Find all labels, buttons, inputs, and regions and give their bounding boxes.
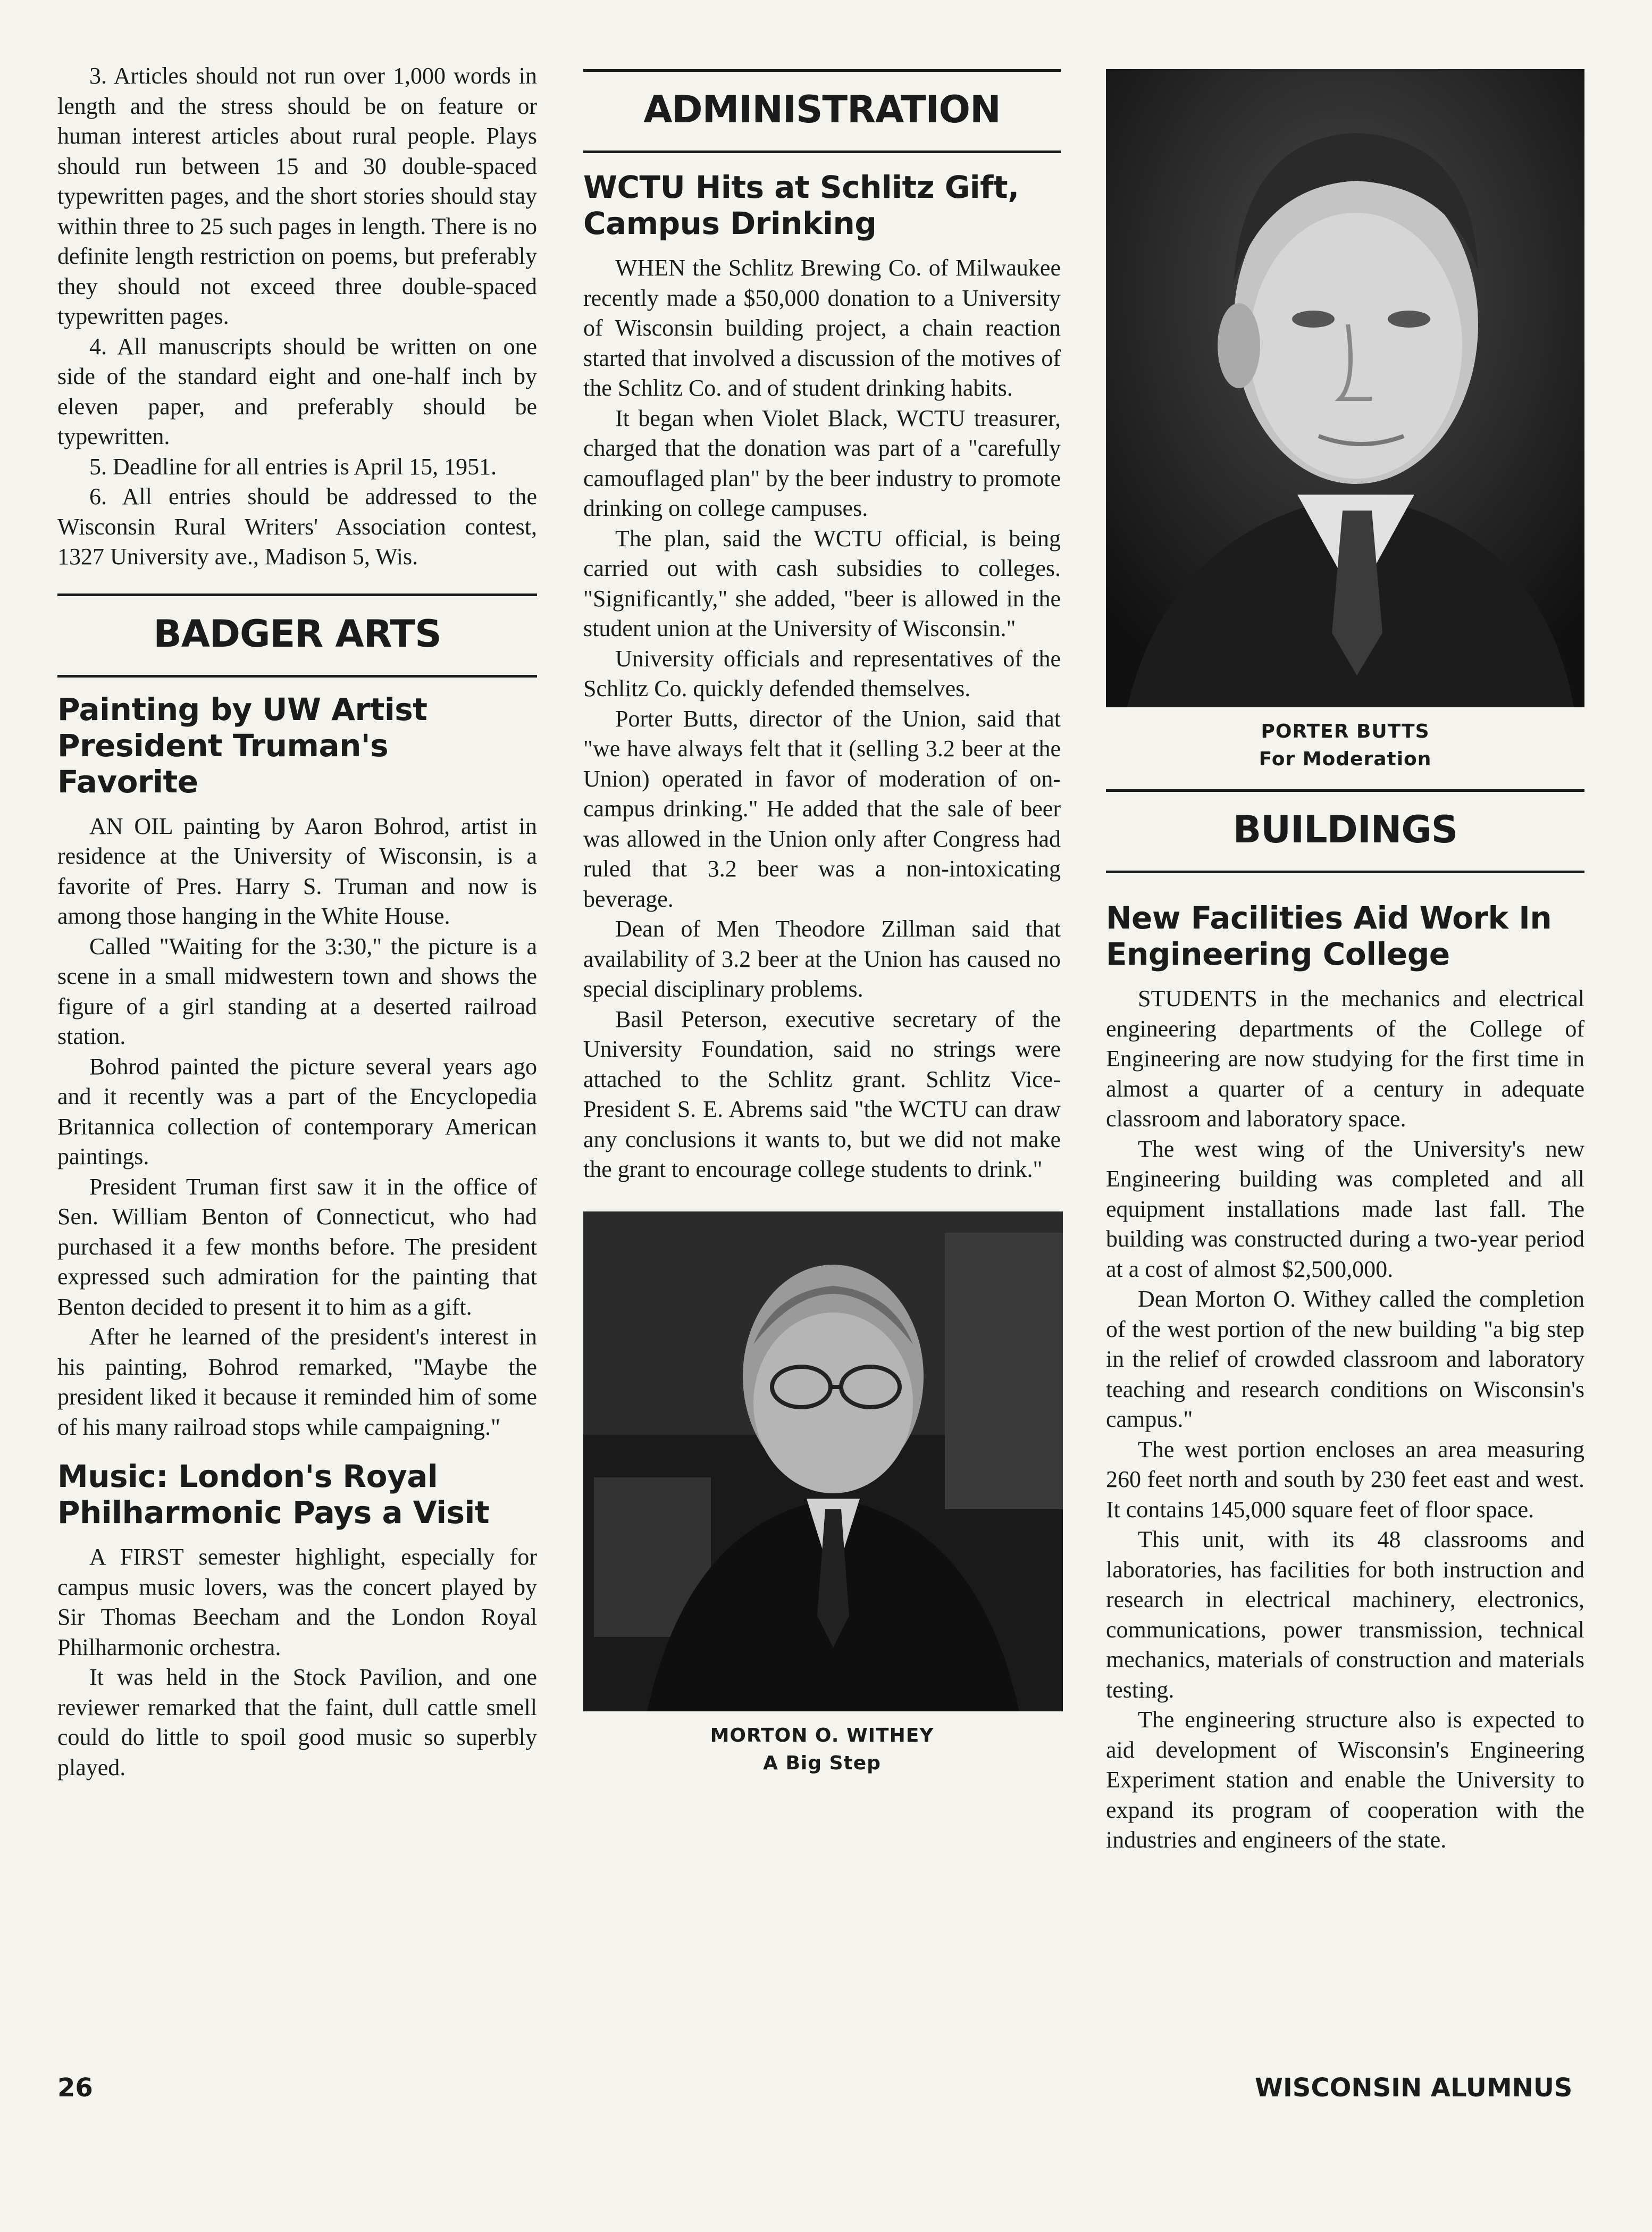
article-paragraph: A FIRST semester highlight, especially for campus music lovers, was the concert played by Sir Thomas Beecham and the London Royal Philharmonic orchestra.: [57, 1544, 537, 1660]
article-paragraph: University officials and representatives of the Schlitz Co. quickly defended themselves.: [583, 645, 1061, 701]
article-painting-body: [57, 812, 537, 1443]
publication-name: WISCONSIN ALUMNUS: [1255, 2073, 1573, 2103]
article-paragraph: STUDENTS in the mechanics and electrical engineering departments of the College of Engineering are now studying for the first time in almost a quarter of a century in adequate classroom and laboratory space.: [1106, 985, 1584, 1132]
article-paragraph: This unit, with its 48 classrooms and laboratories, has facilities for both instruction and research in electrical machinery, electronics, communications, power transmission, technical mechanics, materials of construction and materials testing.: [1106, 1526, 1584, 1703]
article-paragraph: Dean Morton O. Withey called the completion of the west portion of the new building "a big step in the relief of crowded classroom and laboratory teaching and research conditions on Wisconsin's campus.": [1106, 1286, 1584, 1432]
article-paragraph: The west portion encloses an area measuring 260 feet north and south by 230 feet east and west. It contains 145,000 square feet of floor space.: [1106, 1436, 1584, 1523]
article-paragraph: It began when Violet Black, WCTU treasurer, charged that the donation was part of a "carefully camouflaged plan" by the beer industry to promote drinking on college campuses.: [583, 405, 1061, 521]
article-engineering-body: [1106, 984, 1584, 1855]
page-number: 26: [57, 2073, 93, 2103]
section-rule-bottom: [57, 675, 537, 678]
contest-rules: [57, 61, 537, 572]
caption-butts-name: PORTER BUTTS: [1261, 721, 1430, 742]
article-paragraph: Dean of Men Theodore Zillman said that availability of 3.2 beer at the Union has caused no special disciplinary problems.: [583, 916, 1061, 1002]
column-middle: [583, 69, 1061, 1777]
section-rule-bottom: [1106, 871, 1584, 873]
caption-butts-sub: For Moderation: [1259, 748, 1432, 770]
rule-paragraph: 4. All manuscripts should be written on one side of the standard eight and one-half inch by eleven paper, and preferably should be typewritten.: [57, 333, 537, 449]
article-paragraph: It was held in the Stock Pavilion, and one reviewer remarked that the faint, dull cattle smell could do little to spoil good music so superbly played.: [57, 1664, 537, 1780]
article-paragraph: Basil Peterson, executive secretary of the University Foundation, said no strings were attached to the Schlitz grant. Schlitz Vice-President S. E. Abrems said "the WCTU can draw any conclusions it wants to, but we did not make the grant to encourage college students to drink.": [583, 1006, 1061, 1182]
rule-paragraph: 6. All entries should be addressed to the Wisconsin Rural Writers' Association contest, 1327 University ave., Madison 5, Wis.: [57, 483, 537, 570]
photo-porter-butts: [1106, 69, 1584, 707]
article-paragraph: After he learned of the president's interest in his painting, Bohrod remarked, "Maybe the president liked it because it reminded him of some of his many railroad stops while campaigning.": [57, 1324, 537, 1440]
headline-wctu: WCTU Hits at Schlitz Gift, Campus Drinking: [583, 169, 1019, 241]
article-paragraph: The west wing of the University's new Engineering building was completed and all equipment installations made last fall. The building was constructed during a two-year period at a cost of almost $2,500,000.: [1106, 1135, 1584, 1282]
caption-withey-name: MORTON O. WITHEY: [710, 1724, 934, 1746]
section-title-administration: ADMINISTRATION: [643, 88, 1001, 131]
rule-paragraph: 5. Deadline for all entries is April 15, 1951.: [89, 453, 497, 480]
headline-music: Music: London's Royal Philharmonic Pays a Visit: [57, 1458, 490, 1531]
portrait-withey-image: [583, 1211, 1063, 1711]
article-paragraph: The engineering structure also is expected to aid development of Wisconsin's Engineering Experiment station and enable the University to expand its program of cooperation with the industries and engineers of the state.: [1106, 1707, 1584, 1853]
photo-morton-withey: [583, 1211, 1063, 1711]
article-paragraph: Bohrod painted the picture several years ago and it recently was a part of the Encyclopedia Britannica collection of contemporary American paintings.: [57, 1053, 537, 1169]
article-paragraph: Porter Butts, director of the Union, said that "we have always felt that it (selling 3.2 beer at the Union) operated in favor of moderation of on-campus drinking." He added that the sale of beer was allowed in the Union only after Congress had ruled that 3.2 beer was a non-intoxicating beverage.: [583, 705, 1061, 912]
column-left: [57, 61, 537, 1783]
article-wctu-body: [583, 253, 1061, 1185]
section-title-badger-arts: BADGER ARTS: [153, 612, 441, 656]
article-paragraph: AN OIL painting by Aaron Bohrod, artist in residence at the University of Wisconsin, is a favorite of Pres. Harry S. Truman and now is among those hanging in the White House.: [57, 813, 537, 929]
section-title-buildings: BUILDINGS: [1232, 808, 1458, 851]
article-paragraph: WHEN the Schlitz Brewing Co. of Milwaukee recently made a $50,000 donation to a University of Wisconsin building project, a chain reaction started that involved a discussion of the motives of the Schlitz Co. and of student drinking habits.: [583, 255, 1061, 401]
portrait-butts-image: [1106, 69, 1584, 707]
article-paragraph: President Truman first saw it in the office of Sen. William Benton of Connecticut, who had purchased it a few months before. The president expressed such admiration for the painting that Benton decided to present it to him as a gift.: [57, 1173, 537, 1320]
column-right: [1106, 69, 1584, 1855]
section-rule-bottom: [583, 151, 1061, 153]
caption-withey-sub: A Big Step: [763, 1752, 881, 1774]
article-paragraph: The plan, said the WCTU official, is being carried out with cash subsidies to colleges. "Significantly," she added, "beer is allowed in the student union at the University of Wisconsin.": [583, 525, 1061, 641]
rule-paragraph: 3. Articles should not run over 1,000 words in length and the stress should be on feature or human interest articles about rural people. Plays should run between 15 and 30 double-spaced typewritten pages, and the short stories should stay within three to 25 such pages in length. There is no definite length restriction on poems, but preferably they should not exceed three double-spaced typewritten pages.: [57, 63, 537, 329]
headline-engineering: New Facilities Aid Work In Engineering College: [1106, 900, 1552, 972]
headline-painting: Painting by UW Artist President Truman's Favorite: [57, 691, 427, 800]
article-paragraph: Called "Waiting for the 3:30," the picture is a scene in a small midwestern town and shows the figure of a girl standing at a deserted railroad station.: [57, 933, 537, 1049]
article-music-body: [57, 1542, 537, 1783]
